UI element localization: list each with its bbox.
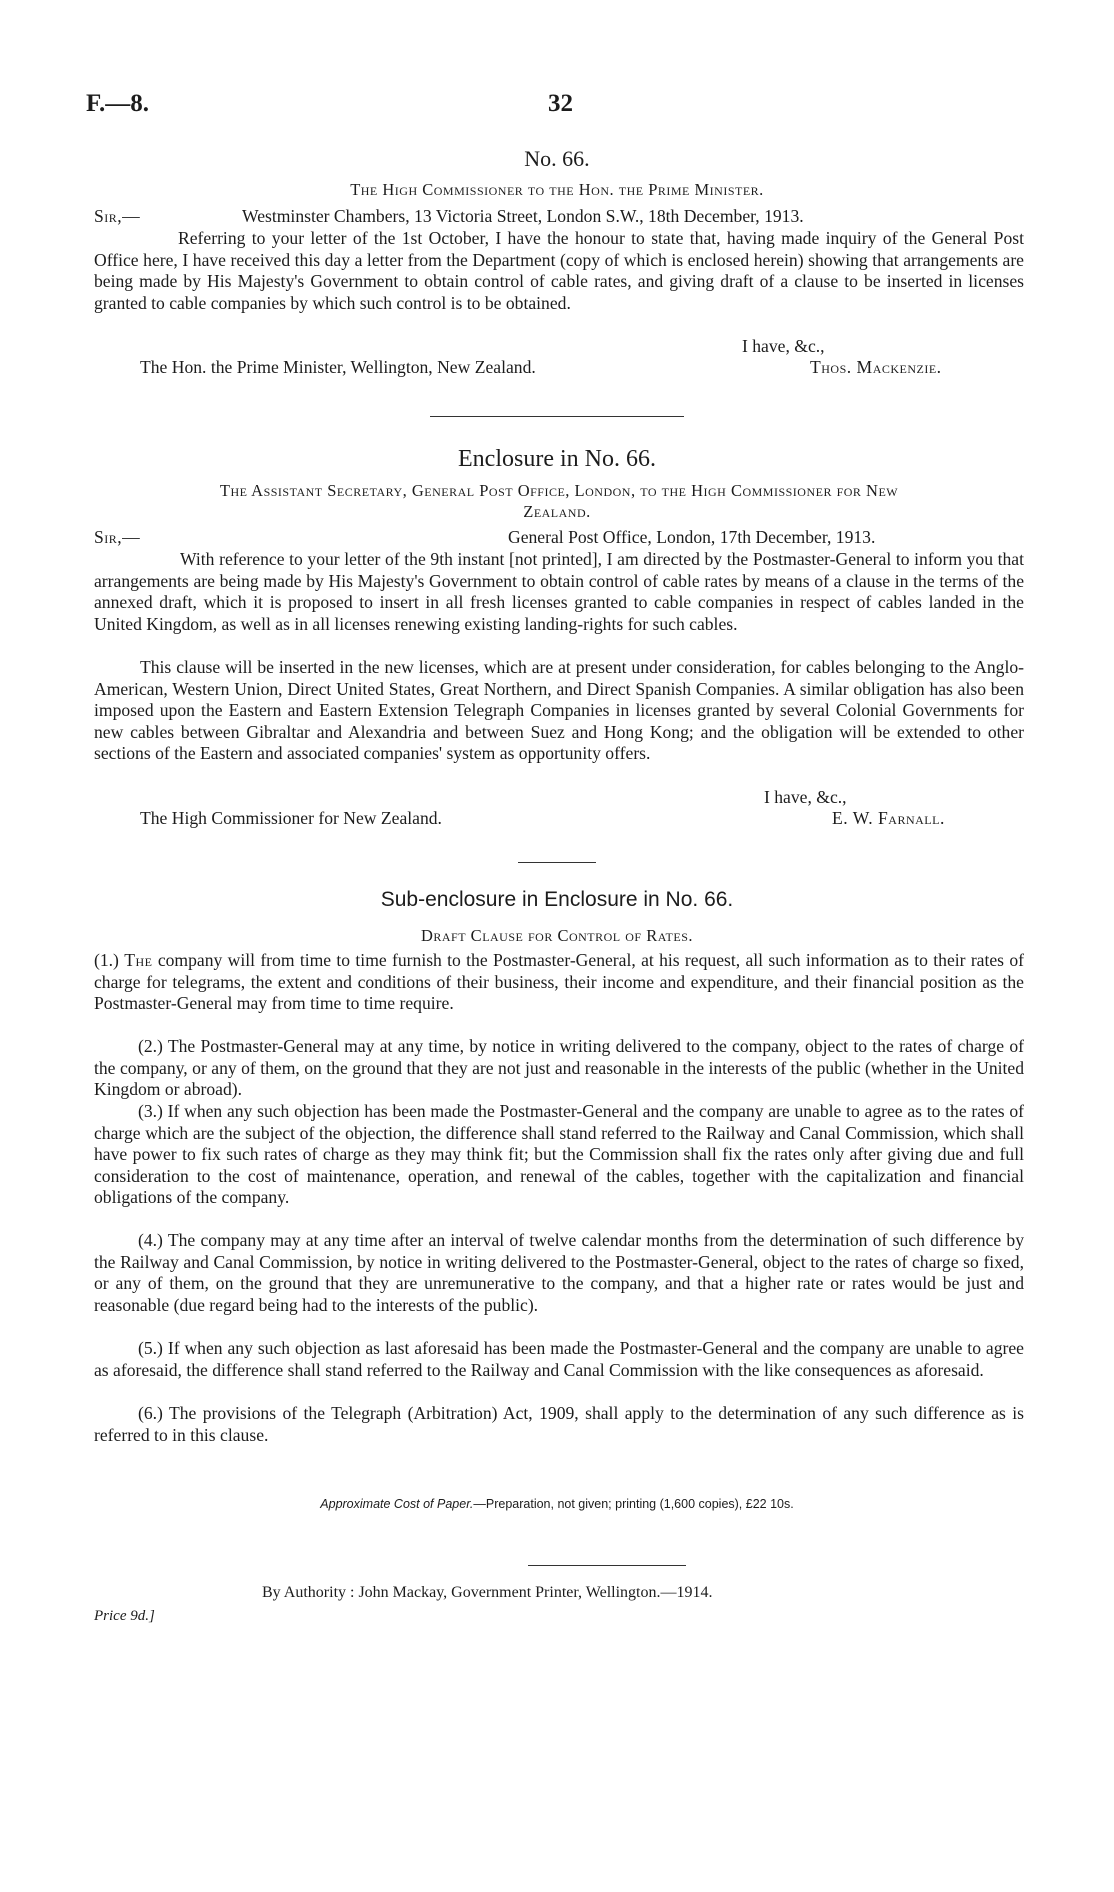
cost-note [0, 1497, 1114, 1511]
clause-1-first-word: The [124, 950, 153, 970]
subenclosure-subtitle: Draft Clause for Control of Rates. [420, 926, 694, 945]
clause-1-number: (1.) [94, 950, 119, 970]
enclosure-address: General Post Office, London, 17th December, 1913. [508, 527, 876, 547]
price: Price 9d.] [94, 1608, 155, 1624]
clause-5: (5.) If when any such objection as last aforesaid has been made the Postmaster-General and the company are unable to agree as aforesaid, the difference shall stand referred to the Railway and Canal Commission with the like consequences as aforesaid. [94, 1338, 1024, 1380]
document-reference: F.—8. [86, 90, 149, 117]
enclosure-subtitle-line2: Zealand. [523, 502, 591, 521]
letter-recipient: The Hon. the Prime Minister, Wellington, New Zealand. [140, 357, 536, 377]
section-divider-short [518, 862, 596, 863]
letter-title: No. 66. [524, 146, 590, 171]
enclosure-title: Enclosure in No. 66. [458, 446, 656, 472]
enclosure-recipient: The High Commissioner for New Zealand. [140, 808, 442, 828]
enclosure-paragraph-1: With reference to your letter of the 9th instant [not printed], I am directed by the Postmaster-General to inform you that arrangements are being made by His Majesty's Government to obtain control of cable rates by means of a clause in the terms of the annexed draft, which it is proposed to insert in all fresh licenses granted to cable companies in respect of cables landed in the United Kingdom, as well as in all licenses renewing existing landing-rights for such cables. [94, 549, 1024, 634]
clause-4: (4.) The company may at any time after an interval of twelve calendar months from the determination of such difference by the Railway and Canal Commission, by notice in writing delivered to the Postmaster-General, object to the rates of charge so fixed, or any of them, on the ground that they are unremunerative to the company, and that a higher rate or rates would be just and reasonable (due regard being had to the interests of the public). [94, 1230, 1024, 1315]
footer-divider [528, 1565, 686, 1566]
cost-label: Approximate Cost of Paper. [320, 1497, 474, 1511]
clause-2: (2.) The Postmaster-General may at any time, by notice in writing delivered to the company, object to the rates of charge of the company, or any of them, on the ground that they are not just and reasonable in the interests of the public (whether in the United Kingdom or abroad). [94, 1036, 1024, 1100]
clause-3: (3.) If when any such objection has been made the Postmaster-General and the company are unable to agree as to the rates of charge which are the subject of the objection, the difference shall stand referred to the Railway and Canal Commission, which shall have power to fix such rates of charge as they may think fit; but the Commission shall fix the rates only after giving due and full consideration to the cost of maintenance, operation, and renewal of the cables, together with the capitalization and financial obligations of the company. [94, 1101, 1024, 1208]
letter-closing: I have, &c., [742, 336, 825, 356]
clause-6: (6.) The provisions of the Telegraph (Arbitration) Act, 1909, shall apply to the determination of any such difference as is referred to in this clause. [94, 1403, 1024, 1445]
printer-authority: By Authority : John Mackay, Government Printer, Wellington.—1914. [262, 1584, 713, 1601]
letter-address: Westminster Chambers, 13 Victoria Street, London S.W., 18th December, 1913. [242, 206, 804, 226]
letter-body: Referring to your letter of the 1st October, I have the honour to state that, having made inquiry of the General Post Office here, I have received this day a letter from the Department (copy of which is enclosed herein) showing that arrangements are being made by His Majesty's Government to obtain control of cable rates, and giving draft of a clause to be inserted in licenses granted to cable companies by which such control is to be obtained. [94, 228, 1024, 313]
enclosure-closing: I have, &c., [764, 787, 847, 807]
letter-signature: Thos. Mackenzie. [810, 357, 942, 377]
clause-1-text: company will from time to time furnish to the Postmaster-General, at his request, all such information as to their rates of charge for telegrams, the extent and conditions of their business, their income and expenditure, and their financial position as the Postmaster-General may from time to time require. [94, 950, 1025, 1014]
letter-salutation: Sir,— [94, 206, 141, 226]
enclosure-signature: E. W. Farnall. [832, 808, 945, 828]
page-number: 32 [548, 90, 573, 117]
section-divider [430, 416, 684, 417]
enclosure-salutation: Sir,— [94, 527, 141, 547]
letter-subtitle: The High Commissioner to the Hon. the Prime Minister. [350, 180, 764, 199]
clause-1 [94, 950, 1024, 1015]
enclosure-paragraph-2: This clause will be inserted in the new licenses, which are at present under consideration, for cables belonging to the Anglo-American, Western Union, Direct United States, Great Northern, and Direct Spanish Companies. A similar obligation has also been imposed upon the Eastern and Eastern Extension Telegraph Companies in licenses granted by several Colonial Governments for new cables between Gibraltar and Alexandria and between Suez and Hong Kong; and the obligation will be extended to other sections of the Eastern and associated companies' system as opportunity offers. [94, 657, 1024, 764]
enclosure-subtitle-line1: The Assistant Secretary, General Post Office, London, to the High Commissioner for New [219, 481, 899, 500]
cost-text: —Preparation, not given; printing (1,600 copies), £22 10s. [473, 1497, 794, 1511]
subenclosure-title: Sub-enclosure in Enclosure in No. 66. [380, 888, 734, 911]
